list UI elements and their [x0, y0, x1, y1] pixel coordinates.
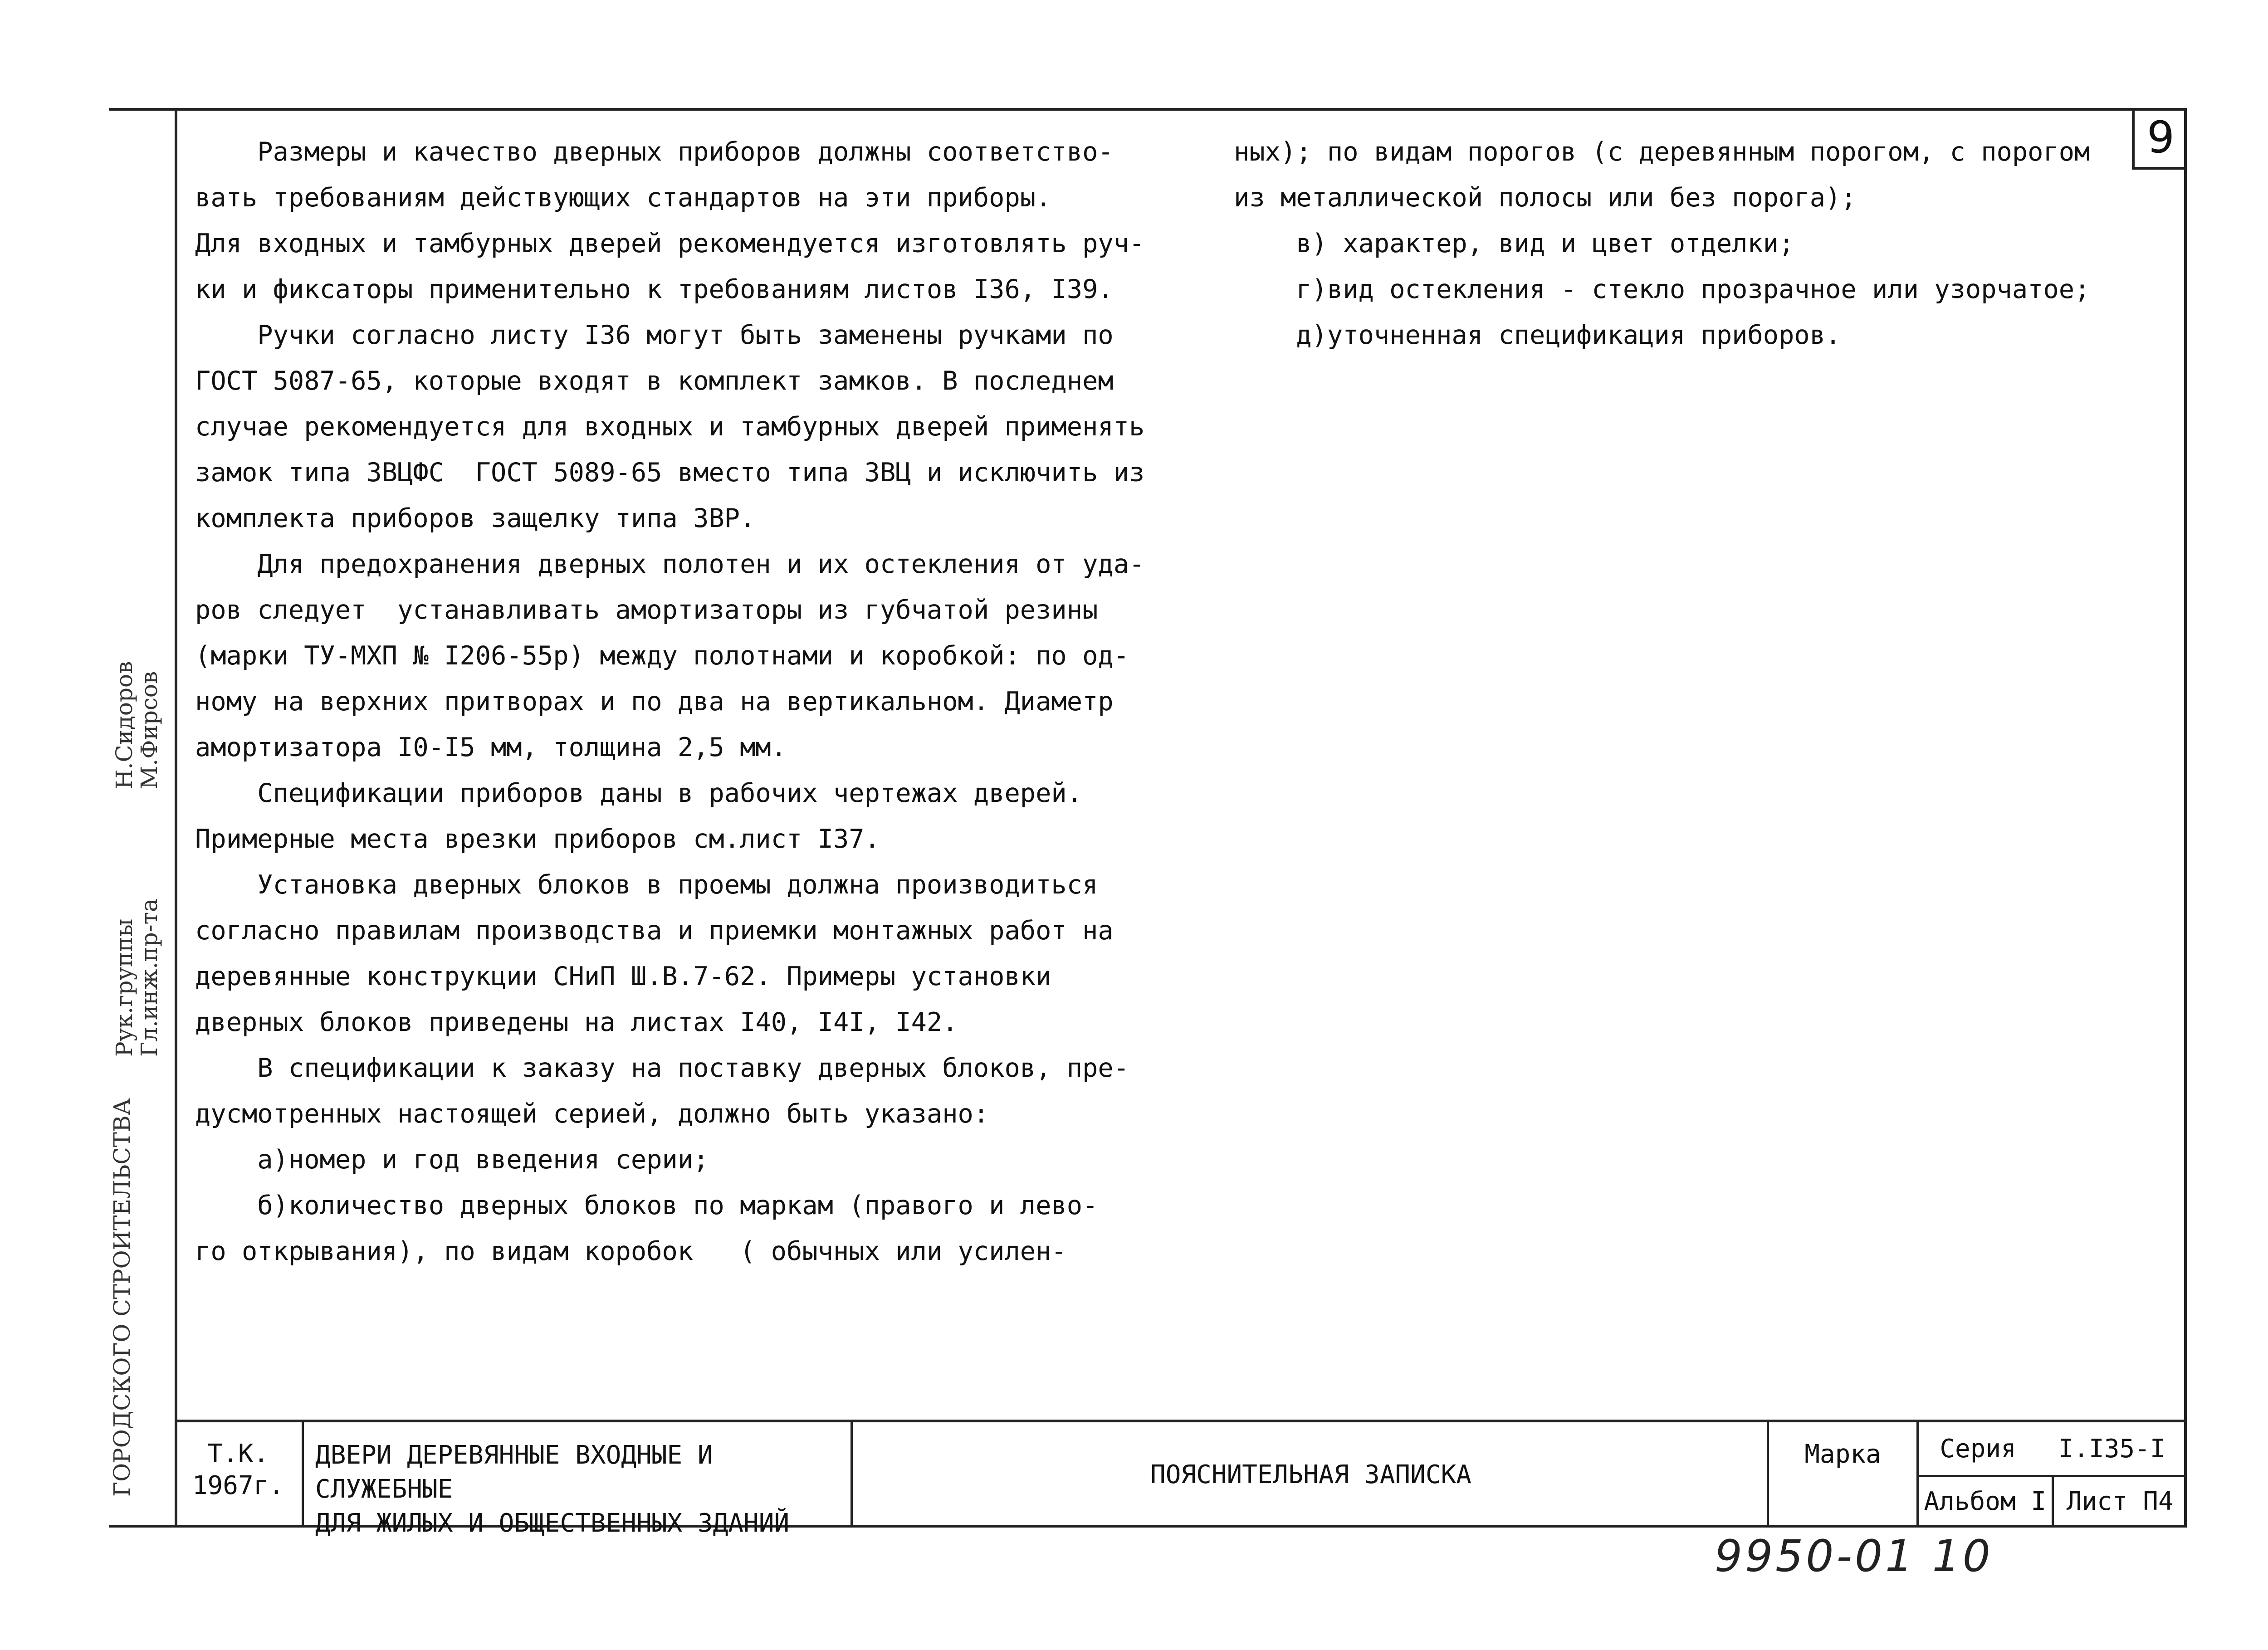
series-row	[1919, 1422, 2186, 1477]
tk-label: Т.К.	[207, 1439, 269, 1469]
margin-signature-1: Н.Сидоров	[111, 661, 137, 789]
frame-top-border	[109, 108, 2186, 111]
archive-number: 9950-01 10	[1715, 1531, 1993, 1582]
text-line: д)уточненная спецификация приборов.	[1234, 320, 1841, 350]
text-line: деревянные конструкции СНиП Ш.В.7-62. Примеры установки	[195, 962, 1051, 991]
sheet-number: 9	[2132, 108, 2187, 170]
text-line: амортизатора I0-I5 мм, толщина 2,5 мм.	[195, 732, 787, 762]
title-block-doc-name: ПОЯСНИТЕЛЬНАЯ ЗАПИСКА	[850, 1422, 1769, 1528]
margin-role-2: Гл.инж.пр-та	[136, 898, 162, 1057]
title-block	[175, 1420, 2184, 1538]
text-line: в) характер, вид и цвет отделки;	[1234, 229, 1794, 259]
left-text-column	[195, 129, 1145, 1274]
text-line: Примерные места врезки приборов см.лист I37.	[195, 824, 880, 854]
title-line-2: ДЛЯ ЖИЛЫХ И ОБЩЕСТВЕННЫХ ЗДАНИЙ	[315, 1508, 790, 1538]
text-line: Для предохранения дверных полотен и их остекления от уда-	[195, 549, 1145, 579]
album-label: Альбом I	[1924, 1486, 2047, 1516]
title-block-tk	[175, 1422, 302, 1528]
text-line: согласно правилам производства и приемки монтажных работ на	[195, 916, 1114, 946]
series-value: I.I35-I	[2058, 1434, 2165, 1464]
text-line: Спецификации приборов даны в рабочих чертежах дверей.	[195, 778, 1083, 808]
text-line: случае рекомендуется для входных и тамбурных дверей применять	[195, 412, 1145, 442]
text-line: ному на верхних притворах и по два на вертикальном. Диаметр	[195, 687, 1114, 717]
frame-right-border	[2184, 108, 2187, 1528]
text-line: а)номер и год введения серии;	[195, 1145, 709, 1175]
tk-year: 1967г.	[192, 1471, 284, 1500]
text-line: дусмотренных настоящей серией, должно быть указано:	[195, 1099, 989, 1129]
text-line: замок типа ЗВЦФС ГОСТ 5089-65 вместо типа ЗВЦ и исключить из	[195, 458, 1145, 488]
title-block-marka: Марка	[1767, 1422, 1916, 1528]
text-line: го открывания), по видам коробок ( обычных или усилен-	[195, 1236, 1067, 1266]
text-line: б)количество дверных блоков по маркам (правого и лево-	[195, 1191, 1098, 1220]
frame-left-border	[175, 108, 177, 1528]
title-block-series	[1916, 1422, 2186, 1528]
title-block-title	[302, 1422, 850, 1538]
series-label: Серия	[1940, 1434, 2016, 1464]
text-line: ки и фиксаторы применительно к требованиям листов I36, I39.	[195, 274, 1114, 304]
text-line: В спецификации к заказу на поставку дверных блоков, пре-	[195, 1053, 1129, 1083]
text-line: ных); по видам порогов (с деревянным порогом, с порогом	[1234, 137, 2090, 167]
right-text-column	[1234, 129, 2096, 358]
margin-organization: ГОРОДСКОГО СТРОИТЕЛЬСТВА	[109, 1098, 135, 1497]
text-line: г)вид остекления - стекло прозрачное или узорчатое;	[1234, 274, 2090, 304]
margin-signature-2: М.Фирсов	[136, 671, 162, 789]
margin-role-1: Рук.группы	[111, 918, 137, 1057]
text-line: Для входных и тамбурных дверей рекомендуется изготовлять руч-	[195, 229, 1145, 259]
text-line: вать требованиям действующих стандартов на эти приборы.	[195, 183, 1051, 213]
text-line: дверных блоков приведены на листах I40, I4I, I42.	[195, 1007, 958, 1037]
text-line: (марки ТУ-МХП № I206-55р) между полотнами и коробкой: по од-	[195, 641, 1129, 671]
text-line: ров следует устанавливать амортизаторы из губчатой резины	[195, 595, 1098, 625]
text-line: комплекта приборов защелку типа ЗВР.	[195, 503, 756, 533]
text-line: Ручки согласно листу I36 могут быть заменены ручками по	[195, 320, 1114, 350]
album-sheet-row	[1919, 1475, 2186, 1528]
text-line: Установка дверных блоков в проемы должна производиться	[195, 870, 1098, 900]
text-line: Размеры и качество дверных приборов должны соответство-	[195, 137, 1114, 167]
text-line: ГОСТ 5087-65, которые входят в комплект замков. В последнем	[195, 366, 1114, 396]
title-line-1: ДВЕРИ ДЕРЕВЯННЫЕ ВХОДНЫЕ И СЛУЖЕБНЫЕ	[315, 1440, 713, 1504]
sheet-label: Лист П4	[2066, 1486, 2174, 1516]
text-line: из металлической полосы или без порога);	[1234, 183, 1857, 213]
